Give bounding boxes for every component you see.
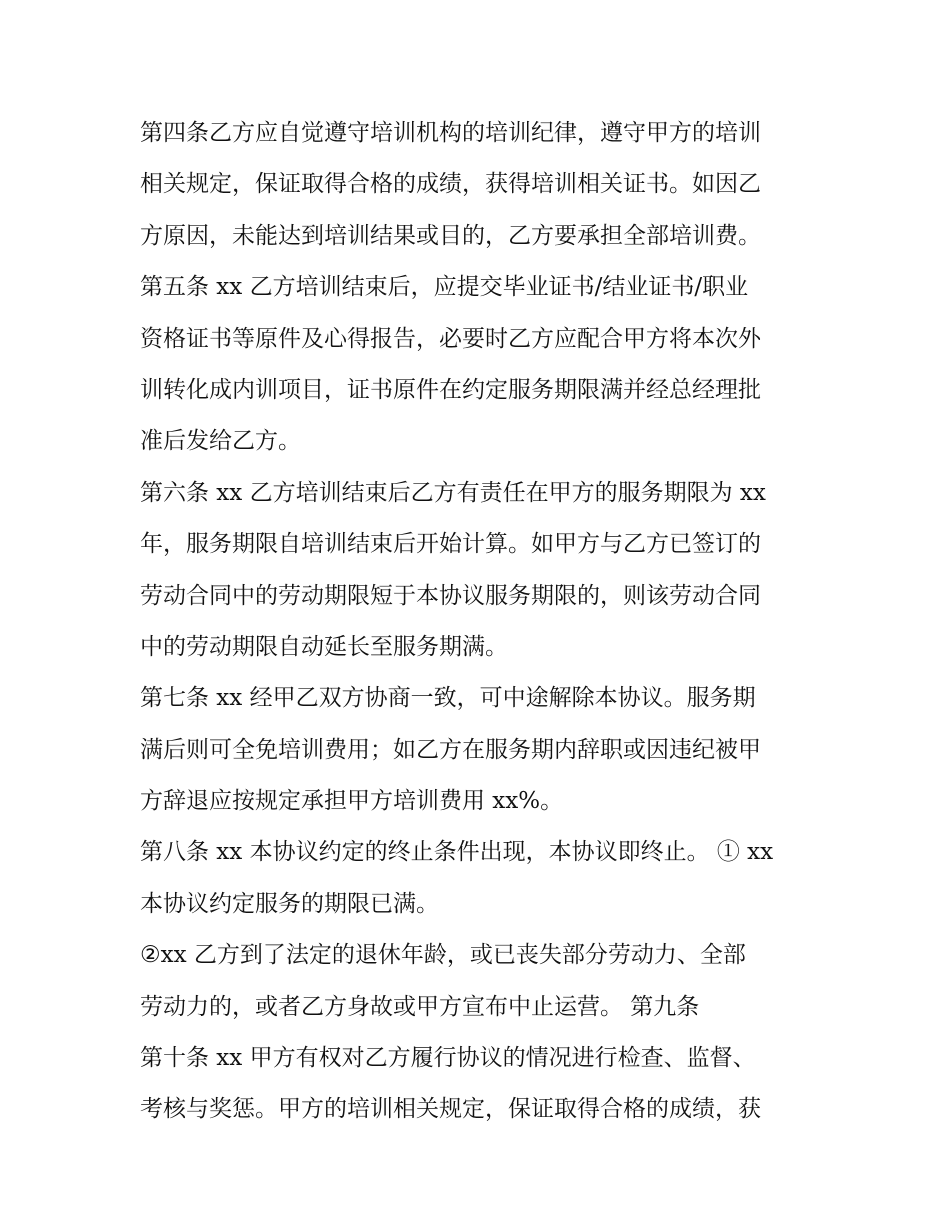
text-line: 劳动力的，或者乙方身故或甲方宣布中止运营。 第九条: [140, 993, 700, 1020]
text-line: 第十条 xx 甲方有权对乙方履行协议的情况进行检查、监督、: [140, 1045, 756, 1072]
text-line: 准后发给乙方。: [140, 428, 301, 455]
text-line: 年，服务期限自培训结束后开始计算。如甲方与乙方已签订的: [140, 531, 761, 558]
text-line: 考核与奖惩。甲方的培训相关规定，保证取得合格的成绩，获: [140, 1096, 761, 1123]
text-line: 第四条乙方应自觉遵守培训机构的培训纪律，遵守甲方的培训: [140, 120, 761, 146]
text-line: 训转化成内训项目，证书原件在约定服务期限满并经总经理批: [140, 376, 761, 403]
document-body: [140, 108, 820, 1136]
text-line: 方辞退应按规定承担甲方培训费用 xx%。: [140, 788, 564, 815]
text-line: 第六条 xx 乙方培训结束后乙方有责任在甲方的服务期限为 xx: [140, 479, 766, 506]
text-line: 第五条 xx 乙方培训结束后，应提交毕业证书/结业证书/职业: [140, 274, 749, 301]
text-line: ②xx 乙方到了法定的退休年龄，或已丧失部分劳动力、全部: [140, 942, 746, 969]
text-line: 中的劳动期限自动延长至服务期满。: [140, 633, 508, 660]
text-line: 资格证书等原件及心得报告，必要时乙方应配合甲方将本次外: [140, 325, 761, 352]
text-line: 第八条 xx 本协议约定的终止条件出现，本协议即终止。 ① xx: [140, 839, 774, 866]
text-line: 本协议约定服务的期限已满。: [140, 890, 439, 917]
text-line: 相关规定，保证取得合格的成绩，获得培训相关证书。如因乙: [140, 171, 761, 198]
text-line: 满后则可全免培训费用；如乙方在服务期内辞职或因违纪被甲: [140, 736, 761, 763]
text-line: 第七条 xx 经甲乙双方协商一致，可中途解除本协议。服务期: [140, 685, 756, 712]
text-line: 方原因，未能达到培训结果或目的，乙方要承担全部培训费。: [140, 222, 761, 249]
text-line: 劳动合同中的劳动期限短于本协议服务期限的，则该劳动合同: [140, 582, 761, 609]
